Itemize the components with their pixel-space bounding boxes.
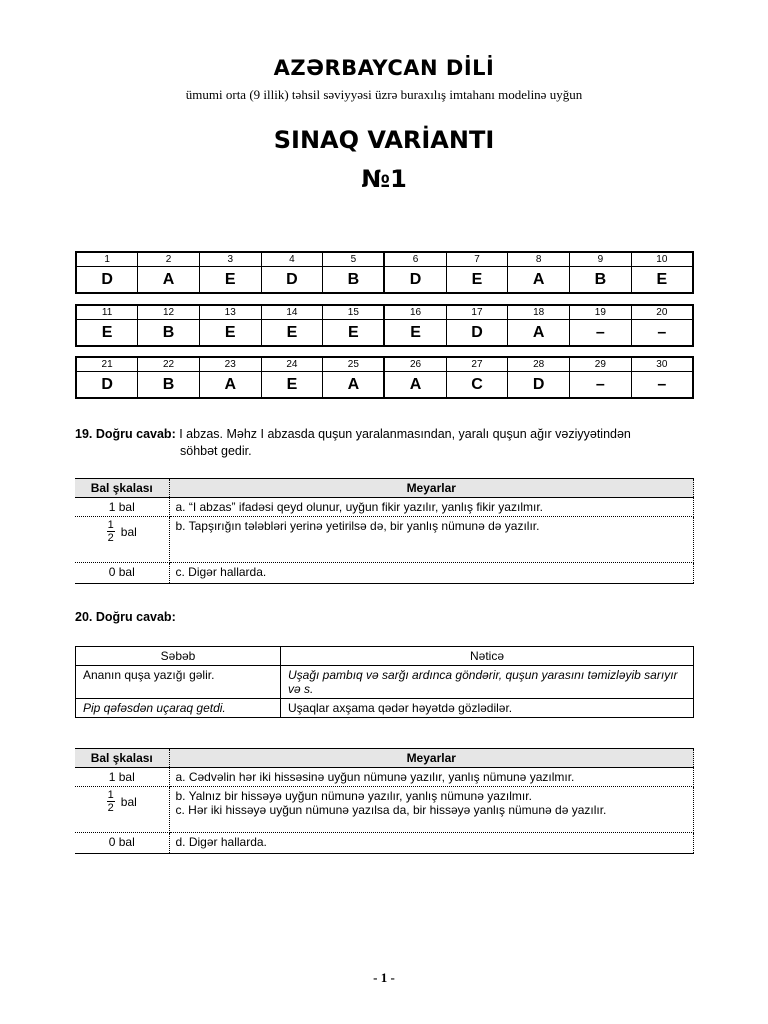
answer-letter: E — [323, 320, 385, 347]
answer-letter: – — [631, 320, 693, 347]
answer-letter: D — [261, 267, 323, 294]
rubric-score: 0 bal — [75, 563, 169, 584]
rubric-score: 1 bal — [75, 768, 169, 787]
subtitle: ümumi orta (9 illik) təhsil səviyyəsi üzrə buraxılış imtahanı modelinə uyğun — [185, 87, 583, 102]
rubric-header-criteria: Meyarlar — [169, 749, 694, 768]
fraction-unit: bal — [120, 524, 137, 539]
answer-letter: E — [76, 320, 138, 347]
variant-number: №1 — [361, 165, 407, 193]
answer-num: 25 — [323, 357, 385, 372]
answer-letter: E — [446, 267, 508, 294]
cause-cell: Pip qəfəsdən uçaraq getdi. — [76, 699, 281, 718]
answer-letter: E — [631, 267, 693, 294]
answer-num: 20 — [631, 305, 693, 320]
answer-num: 18 — [508, 305, 570, 320]
answer-letter: A — [508, 267, 570, 294]
answer-num: 23 — [199, 357, 261, 372]
answer-letter: A — [323, 372, 385, 399]
cause-cell: Ananın quşa yazığı gəlir. — [76, 666, 281, 699]
cause-effect-table — [75, 646, 694, 718]
answer-letter: E — [261, 372, 323, 399]
q19-text-line2: söhbət gedir. — [180, 444, 252, 458]
rubric-score-half — [75, 517, 169, 563]
answer-num: 15 — [323, 305, 385, 320]
effect-cell: Uşaqlar axşama qədər həyətdə gözlədilər. — [281, 699, 694, 718]
answer-letter: A — [508, 320, 570, 347]
answer-num: 30 — [631, 357, 693, 372]
rubric-score-half — [75, 787, 169, 833]
answer-letter: D — [508, 372, 570, 399]
answer-letter: – — [631, 372, 693, 399]
answer-letter: E — [261, 320, 323, 347]
fraction-denominator: 2 — [107, 532, 114, 544]
rubric-criterion — [169, 787, 694, 833]
rubric-criterion-b: b. Yalnız bir hissəyə uyğun nümunə yazılır, yanlış nümunə yazılmır. — [175, 789, 532, 803]
answer-letter: B — [138, 320, 200, 347]
fraction-numerator: 1 — [107, 789, 114, 801]
answer-key-table-2 — [75, 304, 694, 347]
answer-letter: D — [384, 267, 446, 294]
answer-letter: C — [446, 372, 508, 399]
answer-letter: A — [138, 267, 200, 294]
q19-answer — [75, 426, 695, 460]
answer-letter: E — [199, 267, 261, 294]
q20-answer — [75, 609, 176, 626]
answer-num: 29 — [570, 357, 632, 372]
rubric-header-criteria: Meyarlar — [169, 479, 694, 498]
answer-num: 22 — [138, 357, 200, 372]
page-number: - 1 - — [373, 970, 395, 985]
q20-rubric-table — [75, 748, 694, 854]
answer-letter: – — [570, 320, 632, 347]
answer-num: 26 — [384, 357, 446, 372]
effect-cell: Uşağı pambıq və sarğı ardınca göndərir, quşun yarasını təmizləyib sarıyır və s. — [281, 666, 694, 699]
q20-label: 20. Doğru cavab: — [75, 610, 176, 624]
answer-num: 2 — [138, 252, 200, 267]
answer-letter: D — [76, 372, 138, 399]
rubric-criterion: d. Digər hallarda. — [169, 833, 694, 854]
answer-num: 28 — [508, 357, 570, 372]
half-fraction — [107, 519, 115, 544]
rubric-score: 0 bal — [75, 833, 169, 854]
fraction-numerator: 1 — [107, 519, 114, 531]
rubric-score: 1 bal — [75, 498, 169, 517]
q19-text-line1: I abzas. Məhz I abzasda quşun yaralanmasından, yaralı quşun ağır vəziyyətindən — [179, 427, 631, 441]
answer-letter: E — [384, 320, 446, 347]
answer-num: 12 — [138, 305, 200, 320]
answer-key-table-1 — [75, 251, 694, 294]
answer-letter: E — [199, 320, 261, 347]
answer-letter: D — [446, 320, 508, 347]
rubric-criterion: a. “I abzas” ifadəsi qeyd olunur, uyğun fikir yazılır, yanlış fikir yazılmır. — [169, 498, 694, 517]
answer-num: 6 — [384, 252, 446, 267]
variant-title: SINAQ VARİANTI — [273, 126, 495, 154]
answer-num: 24 — [261, 357, 323, 372]
answer-num: 27 — [446, 357, 508, 372]
answer-letter: B — [138, 372, 200, 399]
fraction-denominator: 2 — [107, 802, 114, 814]
answer-key-table-3 — [75, 356, 694, 399]
answer-letter: – — [570, 372, 632, 399]
subject-title: AZƏRBAYCAN DİLİ — [273, 56, 495, 80]
answer-num: 8 — [508, 252, 570, 267]
answer-letter: A — [199, 372, 261, 399]
rubric-criterion: a. Cədvəlin hər iki hissəsinə uyğun nümunə yazılır, yanlış nümunə yazılmır. — [169, 768, 694, 787]
answer-num: 9 — [570, 252, 632, 267]
answer-num: 13 — [199, 305, 261, 320]
rubric-criterion-c: c. Hər iki hissəyə uyğun nümunə yazılsa da, bir hissəyə yanlış nümunə də yazılır. — [175, 803, 607, 817]
answer-letter: B — [570, 267, 632, 294]
answer-num: 19 — [570, 305, 632, 320]
cause-header: Səbəb — [76, 647, 281, 666]
rubric-header-score: Bal şkalası — [75, 749, 169, 768]
answer-num: 3 — [199, 252, 261, 267]
answer-num: 16 — [384, 305, 446, 320]
answer-num: 11 — [76, 305, 138, 320]
answer-num: 17 — [446, 305, 508, 320]
answer-num: 10 — [631, 252, 693, 267]
answer-letter: A — [384, 372, 446, 399]
answer-num: 21 — [76, 357, 138, 372]
q19-rubric-table — [75, 478, 694, 584]
rubric-criterion: b. Tapşırığın tələbləri yerinə yetirilsə də, bir yanlış nümunə də yazılır. — [169, 517, 694, 563]
half-fraction — [107, 789, 115, 814]
answer-num: 14 — [261, 305, 323, 320]
answer-letter: D — [76, 267, 138, 294]
answer-letter: B — [323, 267, 385, 294]
rubric-header-score: Bal şkalası — [75, 479, 169, 498]
answer-num: 5 — [323, 252, 385, 267]
fraction-unit: bal — [120, 794, 137, 809]
answer-num: 7 — [446, 252, 508, 267]
effect-header: Nəticə — [281, 647, 694, 666]
answer-num: 1 — [76, 252, 138, 267]
answer-num: 4 — [261, 252, 323, 267]
q19-label: 19. Doğru cavab: — [75, 427, 176, 441]
rubric-criterion: c. Digər hallarda. — [169, 563, 694, 584]
